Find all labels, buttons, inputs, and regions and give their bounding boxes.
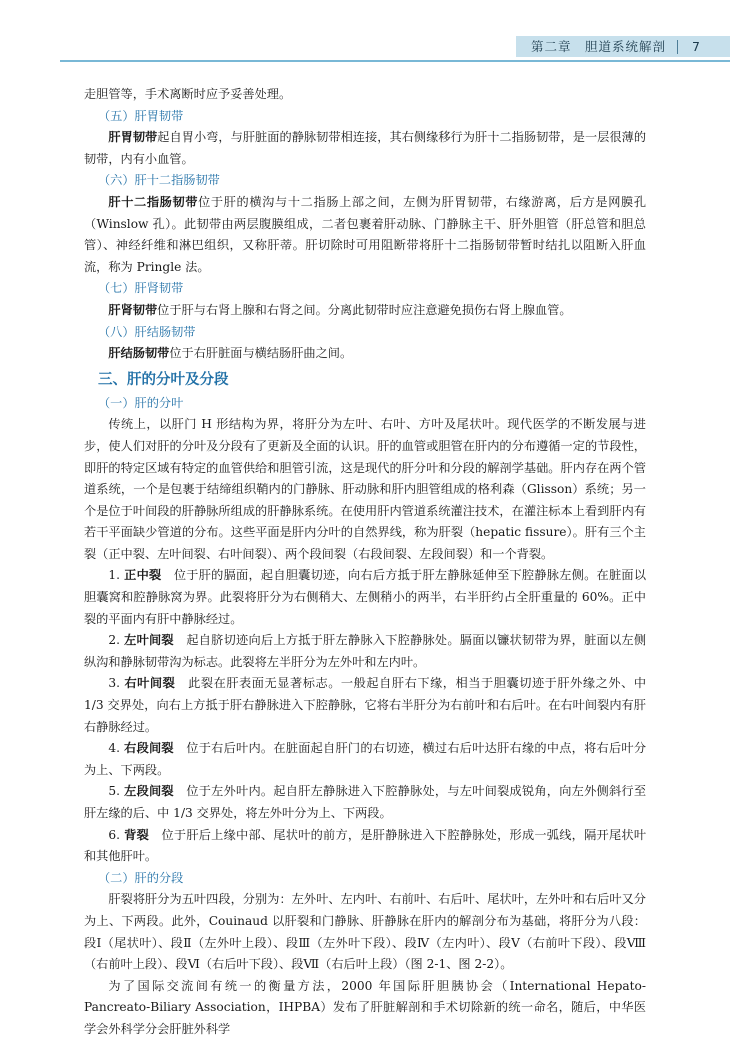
paragraph (84, 673, 646, 738)
section-heading: 三、肝的分叶及分段 (98, 371, 229, 388)
paragraph (84, 565, 646, 630)
page-number: 7 (692, 39, 700, 54)
paragraph (84, 343, 646, 365)
paragraph-text: 位于肝与右肾上腺和右肾之间。分离此韧带时应注意避免损伤右肾上腺血管。 (157, 302, 572, 317)
paragraph-text: 位于肝后上缘中部、尾状叶的前方，是肝静脉进入下腔静脉处，形成一弧线，隔开尾状叶和其他肝叶。 (84, 827, 647, 864)
paragraph-text: 起自胃小弯，与肝脏面的静脉韧带相连接，其右侧缘移行为肝十二指肠韧带，是一层很薄的韧带，内有小血管。 (84, 130, 647, 166)
paragraph-text: 肝裂将肝分为五叶四段，分别为：左外叶、左内叶、右前叶、右后叶、尾状叶，左外叶和右后叶又分为上、下两段。此外，Couinaud 以肝裂和门静脉、肝静脉在肝内的解剖分布为基础，将肝分为八段：段Ⅰ（尾状叶）、段Ⅱ（左外叶上段）、段Ⅲ（左外叶下段）、段Ⅳ（左内叶）、段Ⅴ（右前叶下段）、段Ⅷ（右前叶上段）、段Ⅵ（右后叶下段）、段Ⅶ（右后叶上段）（图 2-1、图 2-2）。 (84, 892, 646, 972)
item-number: 1. (108, 568, 125, 583)
bold-term: 正中裂 (124, 568, 162, 583)
page-header (0, 0, 730, 64)
paragraph-text: 位于右后叶内。在脏面起自肝门的右切迹，横过右后叶达肝右缘的中点，将右后叶分为上、下两段。 (84, 741, 647, 777)
paragraph-text: 位于肝的横沟与十二指肠上部之间，左侧为肝胃韧带，右缘游离，后方是网膜孔（Winslow 孔）。此韧带由两层腹膜组成，二者包裹着肝动脉、门静脉主干、肝外胆管（肝总管和胆总管）、神经纤维和淋巴组织，又称肝蒂。肝切除时可用阻断带将肝十二指肠韧带暂时结扎以阻断入肝血流，称为 Pringle 法。 (84, 194, 647, 274)
item-number: 5. (108, 784, 125, 799)
paragraph (84, 781, 646, 824)
item-number: 6. (108, 827, 125, 842)
paragraph-text: 位于右肝脏面与横结肠肝曲之间。 (169, 346, 353, 361)
bold-term: 左段间裂 (124, 784, 174, 799)
paragraph (84, 300, 646, 322)
bold-term: 右段间裂 (124, 741, 174, 756)
subsection-heading: （一）肝的分叶 (98, 395, 184, 410)
bold-term: 肝胃韧带 (108, 130, 158, 145)
item-number: 2. (108, 633, 125, 648)
subsection-heading: （二）肝的分段 (98, 870, 184, 885)
header-separator (677, 40, 678, 54)
bold-term: 肝十二指肠韧带 (108, 194, 199, 209)
bold-term: 左叶间裂 (124, 633, 174, 648)
subsection-heading: （八）肝结肠韧带 (98, 324, 196, 339)
paragraph-text: 位于左外叶内。起自肝左静脉进入下腔静脉处，与左叶间裂成锐角，向左外侧斜行至肝左缘的后、中 1/3 交界处，将左外叶分为上、下两段。 (84, 784, 647, 820)
paragraph (84, 976, 646, 1041)
paragraph-text: 位于肝的膈面，起自胆囊切迹，向右后方抵于肝左静脉延伸至下腔静脉左侧。在脏面以胆囊窝和腔静脉窝为界。此裂将肝分为右侧稍大、左侧稍小的两半，右半肝约占全肝重量的 60%。正中裂的平面内有肝中静脉经过。 (84, 568, 647, 626)
paragraph (84, 630, 646, 673)
paragraph (84, 825, 646, 868)
bold-term: 肝结肠韧带 (108, 346, 170, 361)
paragraph (84, 414, 646, 565)
paragraph (84, 127, 646, 170)
paragraph-text: 此裂在肝表面无显著标志。一般起自肝右下缘，相当于胆囊切迹于肝外缘之外、中 1/3 交界处，向右上方抵于肝右静脉进入下腔静脉，它将右半肝分为右前叶和右后叶。在右叶间裂内有肝右静脉经过。 (84, 676, 647, 734)
subsection-heading: （七）肝肾韧带 (98, 281, 184, 296)
bold-term: 肝肾韧带 (108, 302, 158, 317)
paragraph-text: 起自脐切迹向后上方抵于肝左静脉入下腔静脉处。膈面以镰状韧带为界，脏面以左侧纵沟和静脉韧带沟为标志。此裂将左半肝分为左外叶和左内叶。 (84, 633, 647, 669)
paragraph-text: 为了国际交流间有统一的衡量方法，2000 年国际肝胆胰协会（International Hepato-Pancreato-Biliary Association，IHPBA）发布了肝脏解剖和手术切除新的统一命名，随后，中华医学会外科学分会肝脏外科学 (84, 978, 646, 1036)
subsection-heading: （六）肝十二指肠韧带 (98, 173, 220, 188)
paragraph (84, 192, 646, 278)
item-number: 3. (108, 676, 125, 691)
subsection-heading: （五）肝胃韧带 (98, 108, 184, 123)
header-rule (60, 60, 730, 62)
chapter-title: 第二章 胆道系统解剖 (530, 39, 666, 54)
paragraph (84, 889, 646, 975)
paragraph-text: 传统上，以肝门 H 形结构为界，将肝分为左叶、右叶、方叶及尾状叶。现代医学的不断发展与进步，使人们对肝的分叶及分段有了更新及全面的认识。肝的血管或胆管在肝内的分布遵循一定的节段性，即肝的特定区域有特定的血管供给和胆管引流，这是现代的肝分叶和分段的解剖学基础。肝内存在两个管道系统，一个是包裹于结缔组织鞘内的门静脉、肝动脉和肝内胆管组成的格利森（Glisson）系统；另一个是位于叶间段的肝静脉所组成的肝静脉系统。在使用肝内管道系统灌注技术，在灌注标本上看到肝内有若干平面缺少管道的分布。这些平面是肝内分叶的自然界线，称为肝裂（hepatic fissure）。肝有三个主裂（正中裂、左叶间裂、右叶间裂）、两个段间裂（右段间裂、左段间裂）和一个背裂。 (84, 417, 646, 561)
paragraph (84, 84, 646, 106)
bold-term: 右叶间裂 (124, 676, 176, 691)
paragraph (84, 738, 646, 781)
item-number: 4. (108, 741, 125, 756)
page-body (84, 84, 646, 1041)
bold-term: 背裂 (124, 827, 150, 842)
paragraph-text: 走胆管等，手术离断时应予妥善处理。 (84, 87, 292, 101)
